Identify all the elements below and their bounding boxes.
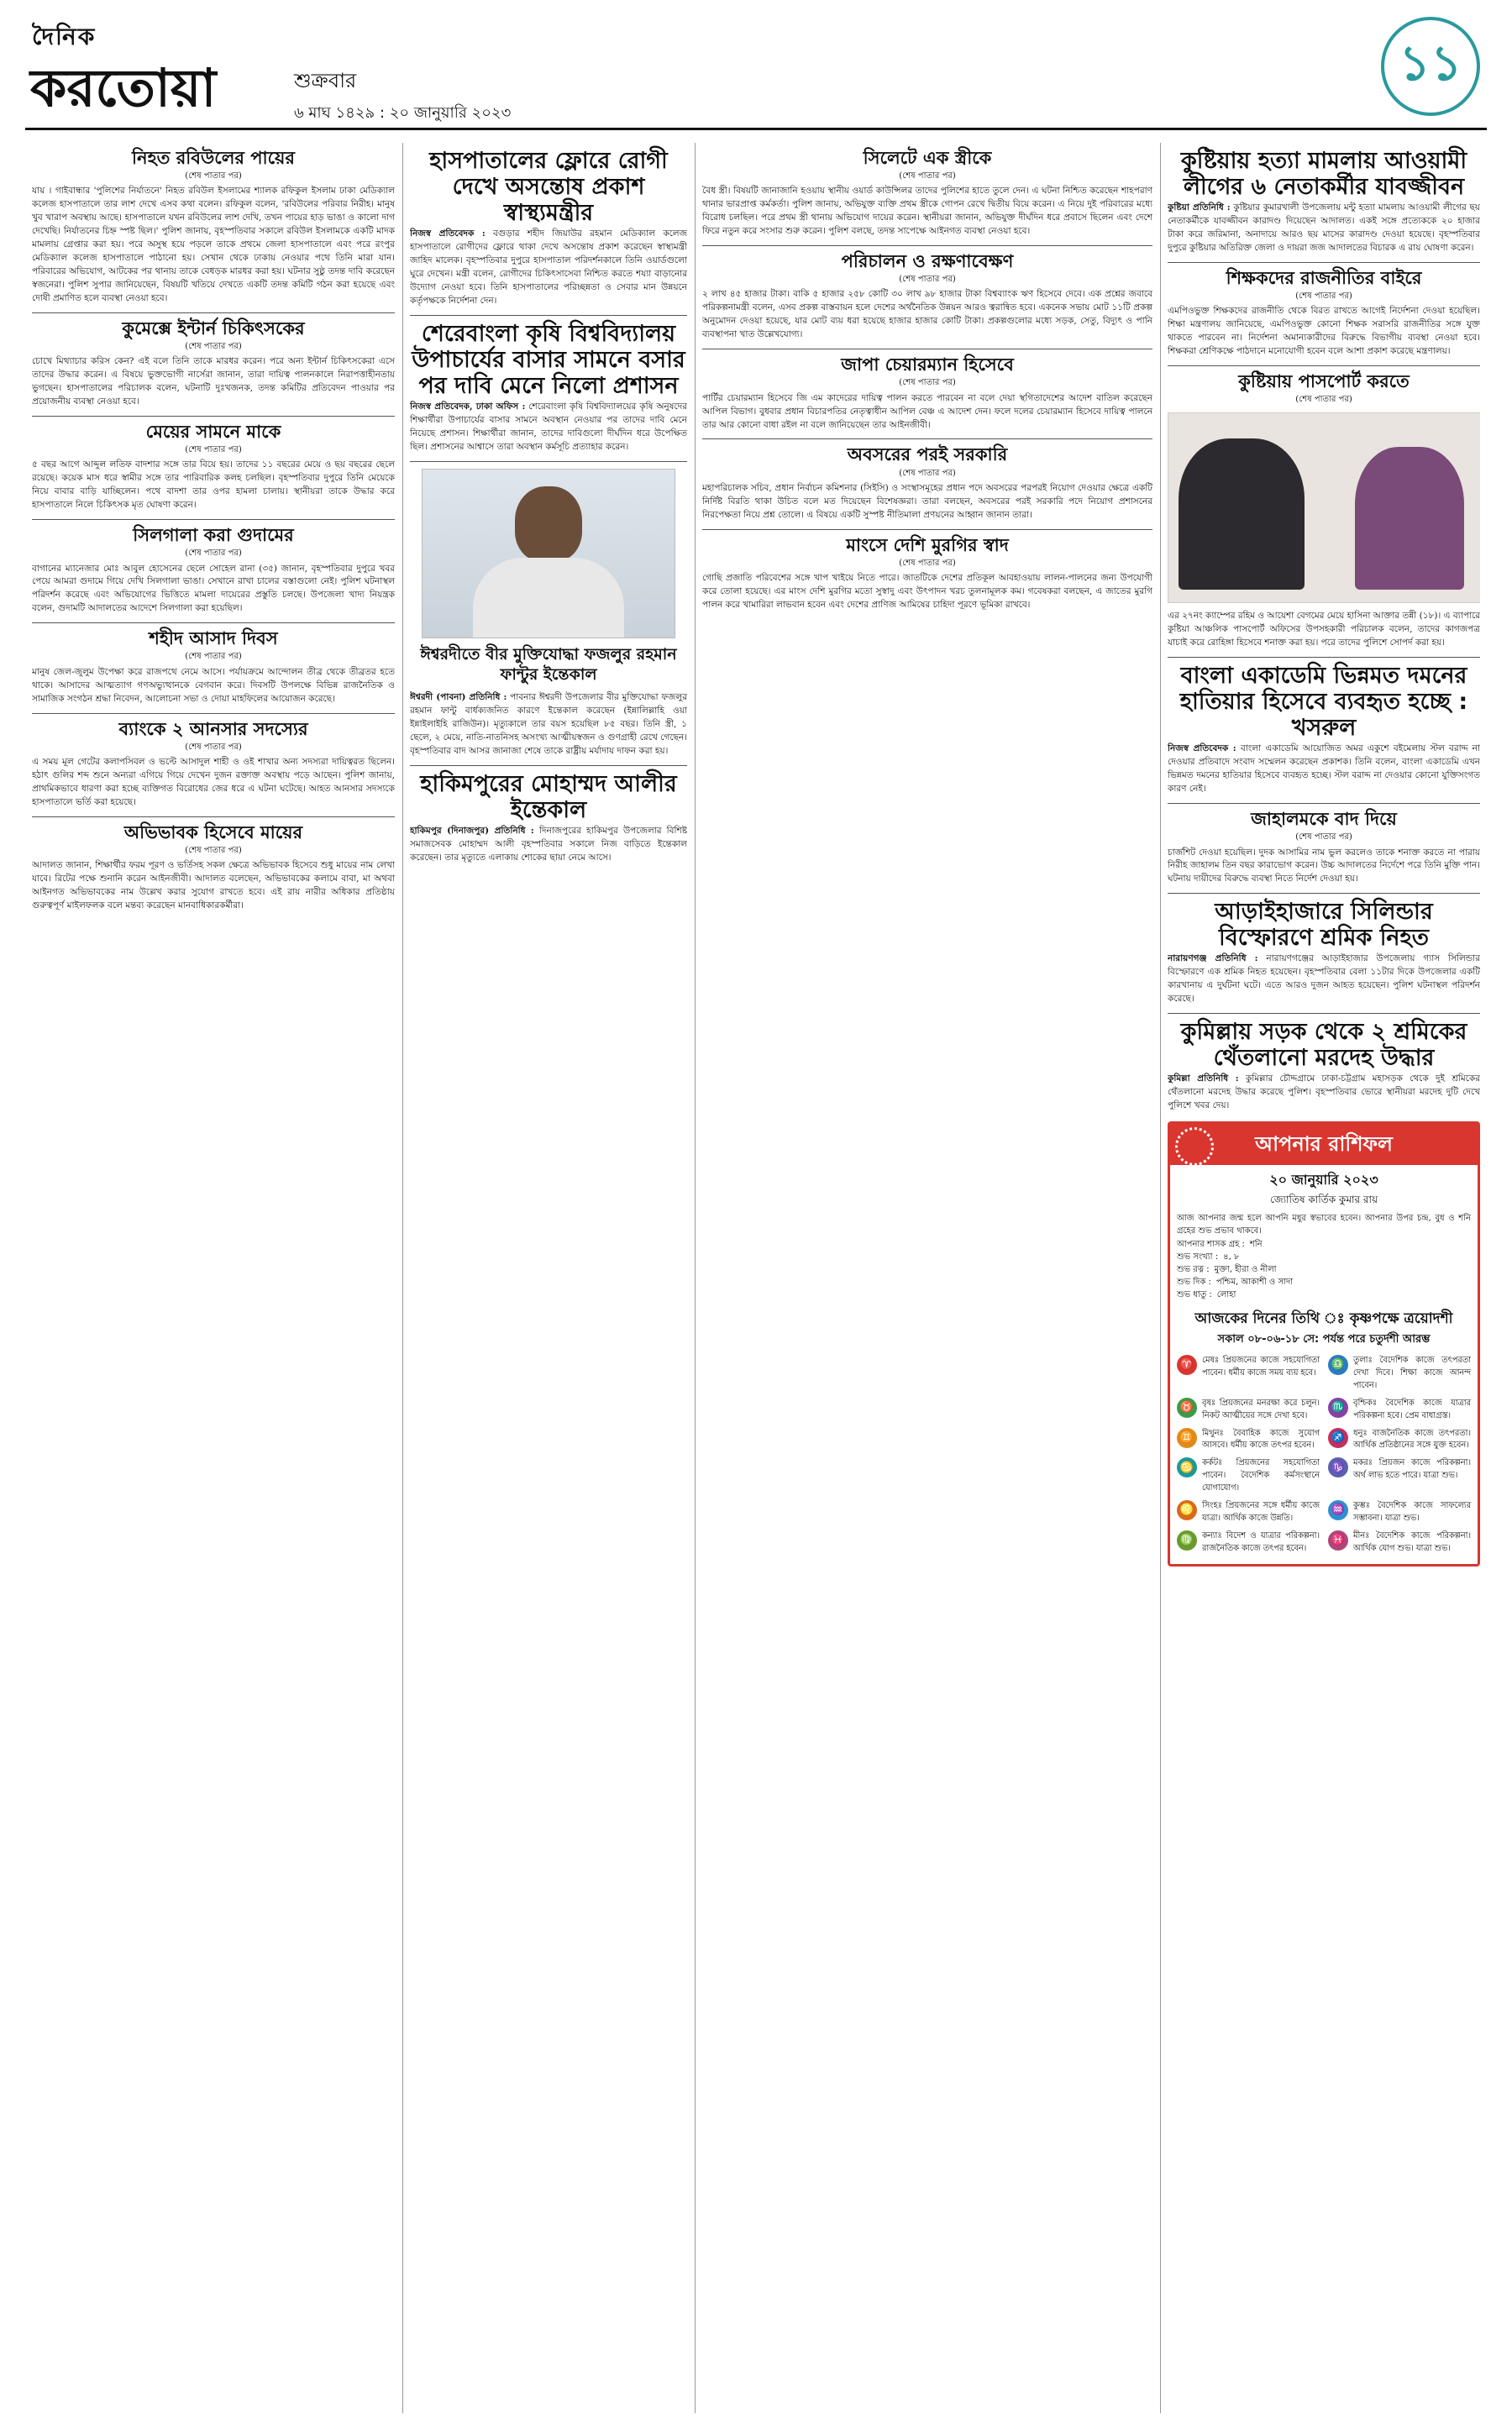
article	[702, 444, 1152, 522]
article-headline: অভিভাবক হিসেবে মায়ের	[123, 821, 303, 842]
lucky-label: শুভ দিক :	[1177, 1278, 1211, 1288]
article-divider	[702, 529, 1152, 530]
article-byline: হাকিমপুর (দিনাজপুর) প্রতিনিধি :	[410, 826, 534, 837]
article-headline: অবসরের পরই সরকারি	[847, 444, 1008, 465]
newspaper-logo-top: দৈনিক	[32, 23, 97, 50]
article-divider	[702, 245, 1152, 246]
zodiac-sign-entry	[1177, 1530, 1320, 1556]
lucky-label: শুভ ধাতু :	[1177, 1290, 1212, 1300]
article-headline: নিহত রবিউলের পায়ের	[132, 148, 295, 168]
lucky-label: আপনার শাসক গ্রহ :	[1177, 1239, 1245, 1249]
article-headline: কুষ্টিয়ায় হত্যা মামলায় আওয়ামী লীগের ৬ নেতাকর্মীর যাবজ্জীবন	[1180, 148, 1467, 201]
article-body: পাবনার ঈশ্বরদী উপজেলার বীর মুক্তিযোদ্ধা ফজলুর রহমান ফান্টু বার্ধক্যজনিত কারণে ইন্তেকাল করেছেন (ইন্নালিল্লাহি ওয়া ইন্নাইলাইহি রাজিউন)। মৃত্যুকালে তার বয়স হয়েছিল ৮৫ বছর। তিনি স্ত্রী, ১ ছেলে, ২ মেয়ে, নাতি-নাতনিসহ অসংখ্য আত্মীয়স্বজন ও গুণগ্রাহী রেখে গেছেন। বৃহস্পতিবার বাদ আসর জানাজা শেষে তাকে রাষ্ট্রীয় মর্যাদায় দাফন করা হয়।	[410, 692, 687, 757]
continued-note: (শেষ পাতার পর)	[185, 652, 242, 662]
column-divider	[1160, 143, 1161, 2413]
article-divider	[32, 312, 395, 313]
article-body: এ সময় মূল গেটের কলাপসিবল ও ভল্টে আসাদুল শাহী ও ওই শাখার অন্য সদস্যরা দায়িত্বরত ছিলেন। হঠাৎ গুলির শব্দ শুনে অন্যরা এগিয়ে গিয়ে দেখেন দুজন রক্তাক্ত অবস্থায় পড়ে আছেন। পুলিশ জানায়, প্রাথমিকভাবে ধারণা করা হচ্ছে ব্যক্তিগত বিরোধের জের ধরে এ ঘটনা ঘটেছে। আহত আনসার সদস্যকে হাসপাতালে ভর্তি করা হয়েছে।	[32, 756, 395, 807]
article-divider	[32, 816, 395, 817]
article-byline: কুষ্টিয়া প্রতিনিধি :	[1168, 202, 1231, 213]
zodiac-sign-entry	[1328, 1398, 1471, 1423]
horoscope-box	[1168, 1121, 1480, 1566]
news-photo	[1168, 412, 1480, 603]
article-headline: শিক্ষকদের রাজনীতির বাইরে	[1226, 267, 1422, 288]
article	[702, 354, 1152, 432]
horoscope-author: জ্যোতিষ কার্তিক কুমার রায়	[1269, 1194, 1378, 1206]
article	[1168, 663, 1480, 796]
zodiac-10-icon: ♒	[1328, 1500, 1348, 1520]
horoscope-lucky-row	[1177, 1251, 1471, 1263]
article	[702, 535, 1152, 612]
continued-note: (শেষ পাতার পর)	[185, 171, 242, 181]
article-headline: শহীদ আসাদ দিবস	[149, 628, 278, 649]
zodiac-4-icon: ♏	[1328, 1398, 1348, 1418]
column-divider	[402, 143, 403, 2413]
continued-note: (শেষ পাতার পর)	[185, 548, 242, 559]
article-headline: মেয়ের সামনে মাকে	[145, 422, 281, 443]
article-divider	[32, 416, 395, 417]
article-headline: হাকিমপুরের মোহাম্মদ আলীর ইন্তেকাল	[420, 771, 677, 824]
article-headline: হাসপাতালের ফ্লোরে রোগী দেখে অসন্তোষ প্রকাশ স্বাস্থ্যমন্ত্রীর	[429, 148, 668, 227]
article-divider	[1168, 657, 1480, 658]
article-divider	[1168, 262, 1480, 263]
zodiac-sign-entry	[1328, 1355, 1471, 1393]
continued-note: (শেষ পাতার পর)	[185, 845, 242, 855]
zodiac-5-icon: ♊	[1177, 1428, 1197, 1448]
zodiac-sign-text: ধনুঃ বাজনৈতিক কাজে তৎপরতা। আর্থিক প্রতিষ্ঠানের সঙ্গে যুক্ত হবেন।	[1353, 1428, 1471, 1451]
horoscope-lucky-row	[1177, 1238, 1471, 1251]
article-divider	[410, 765, 687, 766]
article-body: পার্টির চেয়ারম্যান হিসেবে জি এম কাদেরের দায়িত্ব পালন করতে পারবেন না বলে দেয়া স্থগিতাদেশের আদেশ বাতিল করেছেন আপিল বিভাগ। বুধবার প্রধান বিচারপতির নেতৃত্বাধীন আপিল বেঞ্চ এ আদেশ দেন। ফলে দলের চেয়ারম্যান হিসেবে দায়িত্ব পালনে তার আর কোনো বাধা রইল না বলে জানিয়েছেন তার আইনজীবী।	[702, 392, 1152, 430]
article-body: বৈধ স্ত্রী। বিষয়টি জানাজানি হওয়ায় স্থানীয় ওয়ার্ড কাউন্সিলর তাদের পুলিশের হাতে তুলে দেন। এ ঘটনা নিশ্চিত করেছেন শাহপরাণ থানার ভারপ্রাপ্ত কর্মকর্তা। পুলিশ জানায়, অভিযুক্ত ব্যক্তি প্রথম স্ত্রীকে গোপন রেখে দ্বিতীয় বিয়ে করেন। এ নিয়ে দুই পরিবারের মধ্যে বিরোধ চলছিল। পরে প্রথম স্ত্রী থানায় অভিযোগ দায়ের করেন। স্থানীয়রা জানান, অভিযুক্ত দীর্ঘদিন ধরে প্রবাসে ছিলেন এবং দেশে ফিরে নতুন করে সংসার শুরু করেন। পুলিশ বলছে, তদন্ত সাপেক্ষে আইনগত ব্যবস্থা নেওয়া হবে।	[702, 186, 1152, 237]
continued-note: (শেষ পাতার পর)	[1295, 291, 1352, 302]
article-divider	[1168, 893, 1480, 894]
zodiac-sign-text: কন্যাঃ বিদেশ ও যাত্রার পরিকল্পনা। রাজনৈতিক কাজে তৎপর হবেন।	[1202, 1530, 1320, 1553]
continued-note: (শেষ পাতার পর)	[1295, 395, 1352, 405]
continued-note: (শেষ পাতার পর)	[185, 445, 242, 455]
article-headline: জাপা চেয়ারম্যান হিসেবে	[841, 354, 1014, 375]
zodiac-sign-text: মীনঃ বৈদেশিক কাজে পরিকল্পনা। আর্থিক যোগ শুভ। যাত্রা শুভ।	[1353, 1530, 1471, 1553]
article-headline: বাংলা একাডেমি ভিন্নমত দমনের হাতিয়ার হিসেবে ব্যবহৃত হচ্ছে : খসরুল	[1179, 663, 1468, 742]
article-body: বাগানের ম্যানেজার মোঃ আবুল হোসেনের ছেলে সোহেল রানা (৩৫) জানান, বৃহস্পতিবার দুপুরে খবর পেয়ে আমরা গুদামে গিয়ে দেখি সিলগালা ভাঙা। সেখানে রাখা চালের বস্তাগুলো নেই। পুলিশ ঘটনাস্থল পরিদর্শন করেছে এবং অভিযোগের ভিত্তিতে মামলা দায়েরের প্রস্তুতি চলছে। উপজেলা খাদ্য নিয়ন্ত্রক বলেন, গুদামটি আদালতের আদেশে সিলগালা করা হয়েছিল।	[32, 563, 395, 614]
continued-note: (শেষ পাতার পর)	[899, 558, 956, 568]
zodiac-sign-entry	[1177, 1457, 1320, 1495]
zodiac-wheel-icon	[1175, 1127, 1214, 1166]
article-headline: পরিচালন ও রক্ষণাবেক্ষণ	[841, 251, 1014, 272]
article-headline: কুষ্টিয়ায় পাসপোর্ট করতে	[1238, 371, 1410, 392]
lucky-value: শনি	[1249, 1239, 1263, 1249]
lucky-value: মুক্তা, হীরা ও নীলা	[1214, 1265, 1277, 1274]
photo-caption-headline: ঈশ্বরদীতে বীর মুক্তিযোদ্ধা ফজলুর রহমান ফান্টুর ইন্তেকাল	[420, 644, 677, 684]
zodiac-sign-entry	[1177, 1500, 1320, 1525]
article-divider	[32, 622, 395, 623]
masthead-divider	[25, 128, 1487, 130]
article-headline: মাংসে দেশি মুরগির স্বাদ	[846, 534, 1009, 555]
article-byline: কুমিল্লা প্রতিনিধি :	[1168, 1073, 1239, 1084]
zodiac-sign-entry	[1328, 1428, 1471, 1453]
horoscope-lucky-row	[1177, 1276, 1471, 1288]
zodiac-sign-entry	[1328, 1457, 1471, 1495]
continued-note: (শেষ পাতার পর)	[899, 378, 956, 388]
article	[1168, 1019, 1480, 1113]
continued-note: (শেষ পাতার পর)	[1295, 832, 1352, 842]
article	[32, 422, 395, 512]
article-body: চার্জশিট দেওয়া হয়েছিল। দুদক আসামির নাম ভুল করলেও তাকে শনাক্ত করতে না পারায় নিরীহ জাহালম তিন বছর কারাভোগ করেন। উচ্চ আদালতের নির্দেশে পরে তিনি মুক্তি পান। ঘটনায় দায়ীদের বিরুদ্ধে ব্যবস্থা নিতে নির্দেশ দেওয়া হয়।	[1168, 847, 1480, 884]
horoscope-lucky-list	[1170, 1238, 1478, 1302]
article	[702, 148, 1152, 239]
article-divider	[702, 438, 1152, 439]
column-2	[410, 143, 687, 2413]
article-body: মহাপরিচালক সচিব, প্রধান নির্বাচন কমিশনার (সিইসি) ও সংস্থাসমূহের প্রধান পদে অবসরের পরপরই নিয়োগ দেওয়ার ক্ষেত্রে একটি নির্দিষ্ট বিরতি থাকা উচিত বলে মত দিয়েছেন বিশেষজ্ঞরা। তারা বলছেন, অবসরের পরই সরকারি পদে নিয়োগ প্রশাসনের নিরপেক্ষতা নিয়ে প্রশ্ন তোলে। এ বিষয়ে একটি সুস্পষ্ট নীতিমালা প্রণয়নের আহ্বান জানান তারা।	[702, 482, 1152, 520]
continued-note: (শেষ পাতার পর)	[899, 171, 956, 181]
column-3	[702, 143, 1152, 2413]
article	[410, 771, 687, 865]
article	[1168, 809, 1480, 886]
article-byline: নারায়ণগঞ্জ প্রতিনিধি :	[1168, 953, 1258, 964]
lucky-value: ৪, ৮	[1223, 1252, 1240, 1262]
article-body: আদালত জানান, শিক্ষার্থীর ফরম পূরণ ও ভর্তিসহ সকল ক্ষেত্রে অভিভাবক হিসেবে শুধু মায়ের নাম লেখা যাবে। রিটের পক্ষে শুনানি করেন আইনজীবী। আদালত বলেছেন, অভিভাবকের কলামে বাবা, মা অথবা আইনগত অভিভাবকের নাম উল্লেখ করার সুযোগ রাখতে হবে। এই রায় নারীর অধিকার প্রতিষ্ঠায় গুরুত্বপূর্ণ মাইলফলক বলে মন্তব্য করেছেন মানবাধিকারকর্মীরা।	[32, 859, 395, 911]
article-body: নারায়ণগঞ্জের আড়াইহাজার উপজেলায় গ্যাস সিলিন্ডার বিস্ফোরণে এক শ্রমিক নিহত হয়েছেন। বৃহস্পতিবার বেলা ১১টার দিকে উপজেলার একটি কারখানায় এ দুর্ঘটনা ঘটে। এতে আরও দুজন আহত হয়েছেন। পুলিশ ঘটনাস্থল পরিদর্শন করেছে।	[1168, 953, 1480, 1005]
zodiac-3-icon: ♉	[1177, 1398, 1197, 1418]
article	[32, 148, 395, 306]
article-byline: ঈশ্বরদী (পাবনা) প্রতিনিধি :	[410, 692, 507, 703]
portrait-photo	[422, 469, 675, 638]
column-divider	[695, 143, 696, 2413]
article	[410, 321, 687, 454]
continued-note: (শেষ পাতার পর)	[185, 742, 242, 752]
article-body: চোখে মিথ্যাচার করিস কেন? এই বলে তিনি তাকে মারধর করেন। পরে অন্য ইন্টার্ন চিকিৎসকেরা এসে তাদের উদ্ধার করেন। এ বিষয়ে ভুক্তভোগী নার্সেরা জানান, তারা দায়িত্ব পালনকালে নিরাপত্তাহীনতায় ভুগছেন। হাসপাতালের পরিচালক বলেন, ঘটনাটি দুঃখজনক, তদন্ত কমিটির প্রতিবেদন পাওয়ার পর প্রয়োজনীয় ব্যবস্থা নেওয়া হবে।	[32, 356, 395, 407]
article-headline: জাহালমকে বাদ দিয়ে	[1251, 809, 1397, 830]
zodiac-sign-text: মকরঃ প্রিয়জন কাজে পরিকল্পনা। অর্থ লাভ হতে পারে। যাত্রা শুভ।	[1353, 1458, 1471, 1481]
article-body: মানুষ জেল-জুলুম উপেক্ষা করে রাজপথে নেমে আসে। পর্যায়ক্রমে আন্দোলন তীব্র থেকে তীব্রতর হতে থাকে। আসাদের আত্মত্যাগ গণঅভ্যুত্থানকে বেগবান করে। দিবসটি উপলক্ষে বিভিন্ন রাজনৈতিক ও সামাজিক সংগঠন শ্রদ্ধা নিবেদন, আলোচনা সভা ও দোয়া মাহফিলের আয়োজন করেছে।	[32, 666, 395, 704]
masthead	[25, 17, 1487, 122]
article-body: গোছি প্রজাতি পরিবেশের সঙ্গে খাপ খাইয়ে নিতে পারে। জাতটিকে দেশের প্রতিকূল আবহাওয়ায় লালন-পালনের জন্য উপযোগী করে তোলা হয়েছে। এর মাংস দেশি মুরগির মতো সুস্বাদু এবং উৎপাদন খরচ তুলনামূলক কম। গবেষকরা বলছেন, এ জাতের মুরগি পালন করে খামারিরা লাভবান হবেন এবং দেশের প্রাণিজ আমিষের চাহিদা পূরণে ভূমিকা রাখবে।	[702, 572, 1152, 610]
zodiac-sign-entry	[1328, 1500, 1471, 1525]
zodiac-2-icon: ♎	[1328, 1355, 1348, 1375]
zodiac-11-icon: ♍	[1177, 1530, 1197, 1551]
zodiac-sign-text: মিথুনঃ বৈবাহিক কাজে সুযোগ আসবে। ধর্মীয় কাজে তৎপর হবেন।	[1202, 1428, 1320, 1451]
article-body: ২ লাখ ৪৫ হাজার টাকা। বাকি ৫ হাজার ২৫৮ কোটি ৩০ লাখ ৯৮ হাজার টাকা বিশ্বব্যাংক ঋণ হিসেবে দেবে। এক প্রশ্নের জবাবে পরিকল্পনামন্ত্রী বলেন, এসব প্রকল্প বাস্তবায়ন হলে দেশের অর্থনৈতিক উন্নয়ন আরও ত্বরান্বিত হবে। একনেক সভায় মোট ১১টি প্রকল্প অনুমোদন দেওয়া হয়েছে, যার মোট ব্যয় ধরা হয়েছে হাজার হাজার কোটি টাকা। প্রকল্পগুলোর মধ্যে সড়ক, সেতু, বিদ্যুৎ ও পানি ব্যবস্থাপনা খাত উল্লেখযোগ্য।	[702, 289, 1152, 340]
article-headline: আড়াইহাজারে সিলিন্ডার বিস্ফোরণে শ্রমিক নিহত	[1215, 899, 1433, 952]
horoscope-intro: আজ আপনার জন্ম হলে আপনি মধুর স্বভাবের হবেন। আপনার উপর চন্দ্র, বুধ ও শনি গ্রহের শুভ প্রভাব থাকবে।	[1177, 1214, 1471, 1236]
article-body: বাংলা একাডেমি আয়োজিত অমর একুশে বইমেলায় স্টল বরাদ্দ না দেওয়ার প্রতিবাদে সংবাদ সম্মেলন করেছেন প্রকাশক। তিনি বলেন, বাংলা একাডেমি এখন ভিন্নমত দমনের হাতিয়ার হিসেবে ব্যবহৃত হচ্ছে। স্টল বরাদ্দ না দেওয়ার কোনো যুক্তিসংগত কারণ নেই।	[1168, 743, 1480, 795]
article	[32, 318, 395, 409]
zodiac-sign-text: বৃশ্চিকঃ বৈদেশিক কাজে যাত্রার পরিকল্পনা হবে। প্রেম বাধাগ্রস্ত।	[1353, 1398, 1471, 1420]
article	[1168, 899, 1480, 1006]
issue-date: ৬ মাঘ ১৪২৯ : ২০ জানুয়ারি ২০২৩	[294, 104, 512, 122]
zodiac-8-icon: ♑	[1328, 1457, 1348, 1477]
article-divider	[410, 461, 687, 462]
article-headline: সিলেটে এক স্ত্রীকে	[863, 148, 992, 168]
article-body: যায় । গাইবান্ধার 'পুলিশের নির্যাতনে' নিহত রবিউল ইসলামের শ্যালক রফিকুল ইসলাম ঢাকা মেডিক্যাল কলেজ হাসপাতালে তার লাশ দেখে এসব কথা বলেন। রফিকুল বলেন, 'রবিউলের পরিবার নিরীহ। মানুষ খুব খারাপ অবস্থায় আছে। হাসপাতালে যখন রবিউলের লাশ দেখি, তখন পায়ের হাড় ভাঙা ও কালো দাগ দেখেছি। নির্যাতনের চিহ্ন স্পষ্ট ছিল।' পুলিশ জানায়, বৃহস্পতিবার সকালে রবিউল ইসলামকে একটি মাদক মামলায় গ্রেপ্তার করা হয়। পরে অসুস্থ হয়ে পড়লে তাকে প্রথমে জেলা হাসপাতালে এবং পরে রংপুর মেডিক্যাল কলেজ হাসপাতালে পাঠানো হয়। সেখান থেকে ঢাকায় নেওয়ার পথে তিনি মারা যান। পরিবারের অভিযোগ, আটকের পর থানায় তাকে বেধড়ক মারধর করা হয়। ঘটনার সুষ্ঠু তদন্ত দাবি করেছেন স্বজনেরা। পুলিশ সুপার জানিয়েছেন, বিষয়টি খতিয়ে দেখতে একটি তদন্ত কমিটি গঠন করা হয়েছে এবং দোষী প্রমাণিত হলে ব্যবস্থা নেওয়া হবে।	[32, 186, 395, 303]
article-divider	[1168, 1013, 1480, 1014]
zodiac-sign-text: কুম্ভঃ বৈদেশিক কাজে সাফল্যের সম্ভাবনা। যাত্রা শুভ।	[1353, 1501, 1471, 1523]
horoscope-tithi: আজকের দিনের তিথি ঃ কৃষ্ণপক্ষে ত্রয়োদশী	[1194, 1309, 1453, 1327]
zodiac-sign-text: বৃষঃ প্রিয়জনের মনরক্ষা করে চলুন। নিকট আত্মীয়ের সঙ্গে দেখা হবে।	[1202, 1398, 1320, 1420]
article-body: এর ২৭নং ক্যাম্পের রহিম ও আয়েশা বেগমের মেয়ে হাসিনা আক্তার তন্নী (১৮)। এ ব্যাপারে কুষ্টিয়া আঞ্চলিক পাসপোর্ট অফিসের উপসহকারী পরিচালক বলেন, তাদের কাগজপত্র যাচাই করে রোহিঙ্গা হিসেবে শনাক্ত করা হয়। পরে তাদের পুলিশে সোপর্দ করা হয়।	[1168, 611, 1480, 648]
issue-day: শুক্রবার	[294, 69, 357, 92]
article-divider	[1168, 365, 1480, 366]
article	[32, 525, 395, 616]
horoscope-lucky-row	[1177, 1263, 1471, 1276]
article	[410, 148, 687, 308]
lucky-label: শুভ সংখ্যা :	[1177, 1252, 1219, 1262]
article-body: বগুড়ার শহীদ জিয়াউর রহমান মেডিক্যাল কলেজ হাসপাতালে রোগীদের ফ্লোরে থাকা দেখে অসন্তোষ প্রকাশ করেছেন স্বাস্থ্যমন্ত্রী জাহিদ মালেক। বৃহস্পতিবার দুপুরে হাসপাতাল পরিদর্শনকালে তিনি ওয়ার্ডগুলো ঘুরে দেখেন। মন্ত্রী বলেন, রোগীদের চিকিৎসাসেবা নিশ্চিত করতে শয্যা বাড়ানোর উদ্যোগ নেওয়া হবে। তিনি হাসপাতালের পরিচ্ছন্নতা ও সেবার মান উন্নয়নে কর্তৃপক্ষকে নির্দেশনা দেন।	[410, 228, 687, 306]
continued-note: (শেষ পাতার পর)	[185, 342, 242, 352]
zodiac-1-icon: ♈	[1177, 1355, 1197, 1375]
zodiac-sign-text: মেষঃ প্রিয়জনের কাজে সহযোগিতা পাবেন। ধর্মীয় কাজে সময় ব্যয় হবে।	[1202, 1356, 1320, 1378]
zodiac-sign-text: কর্কটঃ প্রিয়জনের সহযোগিতা পাবেন। বৈদেশিক কর্মসংস্থানে যোগাযোগ।	[1202, 1458, 1320, 1493]
horoscope-date: ২০ জানুয়ারি ২০২৩	[1269, 1171, 1378, 1188]
zodiac-sign-text: তুলাঃ বৈদেশিক কাজে তৎপরতা দেখা দিবে। শিক্ষা কাজে আনন্দ পাবেন।	[1353, 1356, 1471, 1390]
zodiac-sign-entry	[1177, 1398, 1320, 1423]
article-divider	[410, 315, 687, 316]
article-body: এমপিওভুক্ত শিক্ষকদের রাজনীতি থেকে বিরত রাখতে আগেই নির্দেশনা দেওয়া হয়েছিল। শিক্ষা মন্ত্রণালয় জানিয়েছে, এমপিওভুক্ত কোনো শিক্ষক সরাসরি রাজনীতির সঙ্গে যুক্ত থাকতে পারবেন না। নির্দেশনা অমান্যকারীদের বিরুদ্ধে বিভাগীয় ব্যবস্থা নেওয়া হবে। শিক্ষকরা শ্রেণিকক্ষে পাঠদানে মনোযোগী হবেন বলে আশা প্রকাশ করেছে মন্ত্রণালয়।	[1168, 306, 1480, 357]
article	[1168, 148, 1480, 255]
horoscope-title-text: আপনার রাশিফল	[1255, 1132, 1393, 1157]
zodiac-6-icon: ♐	[1328, 1428, 1348, 1448]
continued-note: (শেষ পাতার পর)	[899, 468, 956, 478]
article-body: দিনাজপুরের হাকিমপুর উপজেলার বিশিষ্ট সমাজসেবক মোহাম্মদ আলী বৃহস্পতিবার সকালে নিজ বাড়িতে ইন্তেকাল করেছেন। তার মৃত্যুতে এলাকায় শোকের ছায়া নেমে আসে।	[410, 826, 687, 863]
article-headline: কুমেক্সে ইন্টার্ন চিকিৎসকের	[122, 318, 305, 339]
zodiac-sign-entry	[1177, 1428, 1320, 1453]
article-byline: নিজস্ব প্রতিবেদক :	[1168, 743, 1236, 754]
zodiac-7-icon: ♋	[1177, 1457, 1197, 1477]
column-4	[1168, 143, 1480, 2413]
lucky-value: পশ্চিম, আকাশী ও সাদা	[1215, 1278, 1294, 1288]
article-divider	[1168, 803, 1480, 804]
article-headline: কুমিল্লায় সড়ক থেকে ২ শ্রমিকের থেঁতলানো মরদেহ উদ্ধার	[1180, 1019, 1467, 1072]
page-number-badge: ১১	[1381, 17, 1480, 116]
column-1	[32, 143, 395, 2413]
zodiac-sign-text: সিংহঃ প্রিয়জনের সঙ্গে ধর্মীয় কাজে যাত্রা। আর্থিক কাজে উন্নতি।	[1202, 1501, 1320, 1523]
article-headline: শেরেবাংলা কৃষি বিশ্ববিদ্যালয় উপাচার্যের বাসার সামনে বসার পর দাবি মেনে নিলো প্রশাসন	[412, 320, 685, 399]
article-byline: নিজস্ব প্রতিবেদক, ঢাকা অফিস :	[410, 402, 526, 412]
article-body: ৫ বছর আগে আব্দুল লতিফ বাদশার সঙ্গে তার বিয়ে হয়। তাদের ১১ বছরের মেয়ে ও ছয় বছরের ছেলে রয়েছে। কয়েক মাস ধরে স্বামীর সঙ্গে তার পারিবারিক কলহ চলছিল। বৃহস্পতিবার দুপুরে তিনি মেয়েকে নিয়ে বাবার বাড়ি যাচ্ছিলেন। পথে বাদশা তার ওপর হামলা চালায়। স্থানীয়রা তাকে উদ্ধার করে হাসপাতালে নিলে চিকিৎসক মৃত ঘোষণা করেন।	[32, 459, 395, 511]
newspaper-logo: করতোয়া	[30, 57, 217, 118]
article	[702, 251, 1152, 342]
article	[32, 822, 395, 913]
article-byline: নিজস্ব প্রতিবেদক :	[410, 228, 486, 239]
horoscope-signs	[1170, 1355, 1478, 1563]
continued-note: (শেষ পাতার পর)	[899, 275, 956, 285]
article-headline: ব্যাংকে ২ আনসার সদস্যের	[118, 718, 308, 739]
article-body: কুষ্টিয়ার কুমারখালী উপজেলায় মন্টু হত্যা মামলায় আওয়ামী লীগের ছয় নেতাকর্মীকে যাবজ্জীবন কারাদণ্ড দিয়েছেন আদালত। একই সঙ্গে প্রত্যেককে ২০ হাজার টাকা করে জরিমানা, অনাদায়ে আরও ছয় মাসের কারাদণ্ড দেওয়া হয়েছে। বৃহস্পতিবার দুপুরে কুষ্টিয়ার অতিরিক্ত জেলা ও দায়রা জজ আদালতের বিচারক এ রায় ঘোষণা করেন।	[1168, 202, 1480, 253]
article	[1168, 268, 1480, 359]
zodiac-12-icon: ♓	[1328, 1530, 1348, 1551]
article-headline: সিলগালা করা গুদামের	[133, 525, 294, 546]
horoscope-lucky-row	[1177, 1288, 1471, 1301]
lucky-value: লোহা	[1216, 1290, 1236, 1300]
horoscope-title	[1170, 1124, 1478, 1164]
article	[32, 719, 395, 810]
article	[32, 628, 395, 706]
article-divider	[32, 519, 395, 520]
article-body: কুমিল্লার চৌদ্দগ্রামে ঢাকা-চট্টগ্রাম মহাসড়ক থেকে দুই শ্রমিকের থেঁতলানো মরদেহ উদ্ধার করেছে পুলিশ। বৃহস্পতিবার ভোরে স্থানীয়রা মরদেহ দুটি দেখে পুলিশে খবর দেয়।	[1168, 1073, 1480, 1111]
horoscope-tithi-time: সকাল ০৮-০৬-১৮ সে: পর্যন্ত পরে চতুর্দশী আরম্ভ	[1217, 1333, 1431, 1346]
article-divider	[32, 713, 395, 714]
article-body: শেরেবাংলা কৃষি বিশ্ববিদ্যালয়ের কৃষি অনুষদের শিক্ষার্থীরা উপাচার্যের বাসার সামনে অবস্থান নেওয়ার পর তাদের দাবি মেনে নিয়েছে প্রশাসন। শিক্ষার্থীরা জানান, তাদের দাবিগুলো দীর্ঘদিন ধরে উপেক্ষিত ছিল। প্রশাসনের আশ্বাসে তারা অবস্থান কর্মসূচি প্রত্যাহার করেন।	[410, 402, 687, 452]
zodiac-9-icon: ♌	[1177, 1500, 1197, 1520]
zodiac-sign-entry	[1328, 1530, 1471, 1556]
lucky-label: শুভ রত্ন :	[1177, 1265, 1210, 1274]
zodiac-sign-entry	[1177, 1355, 1320, 1393]
article	[1168, 371, 1480, 650]
